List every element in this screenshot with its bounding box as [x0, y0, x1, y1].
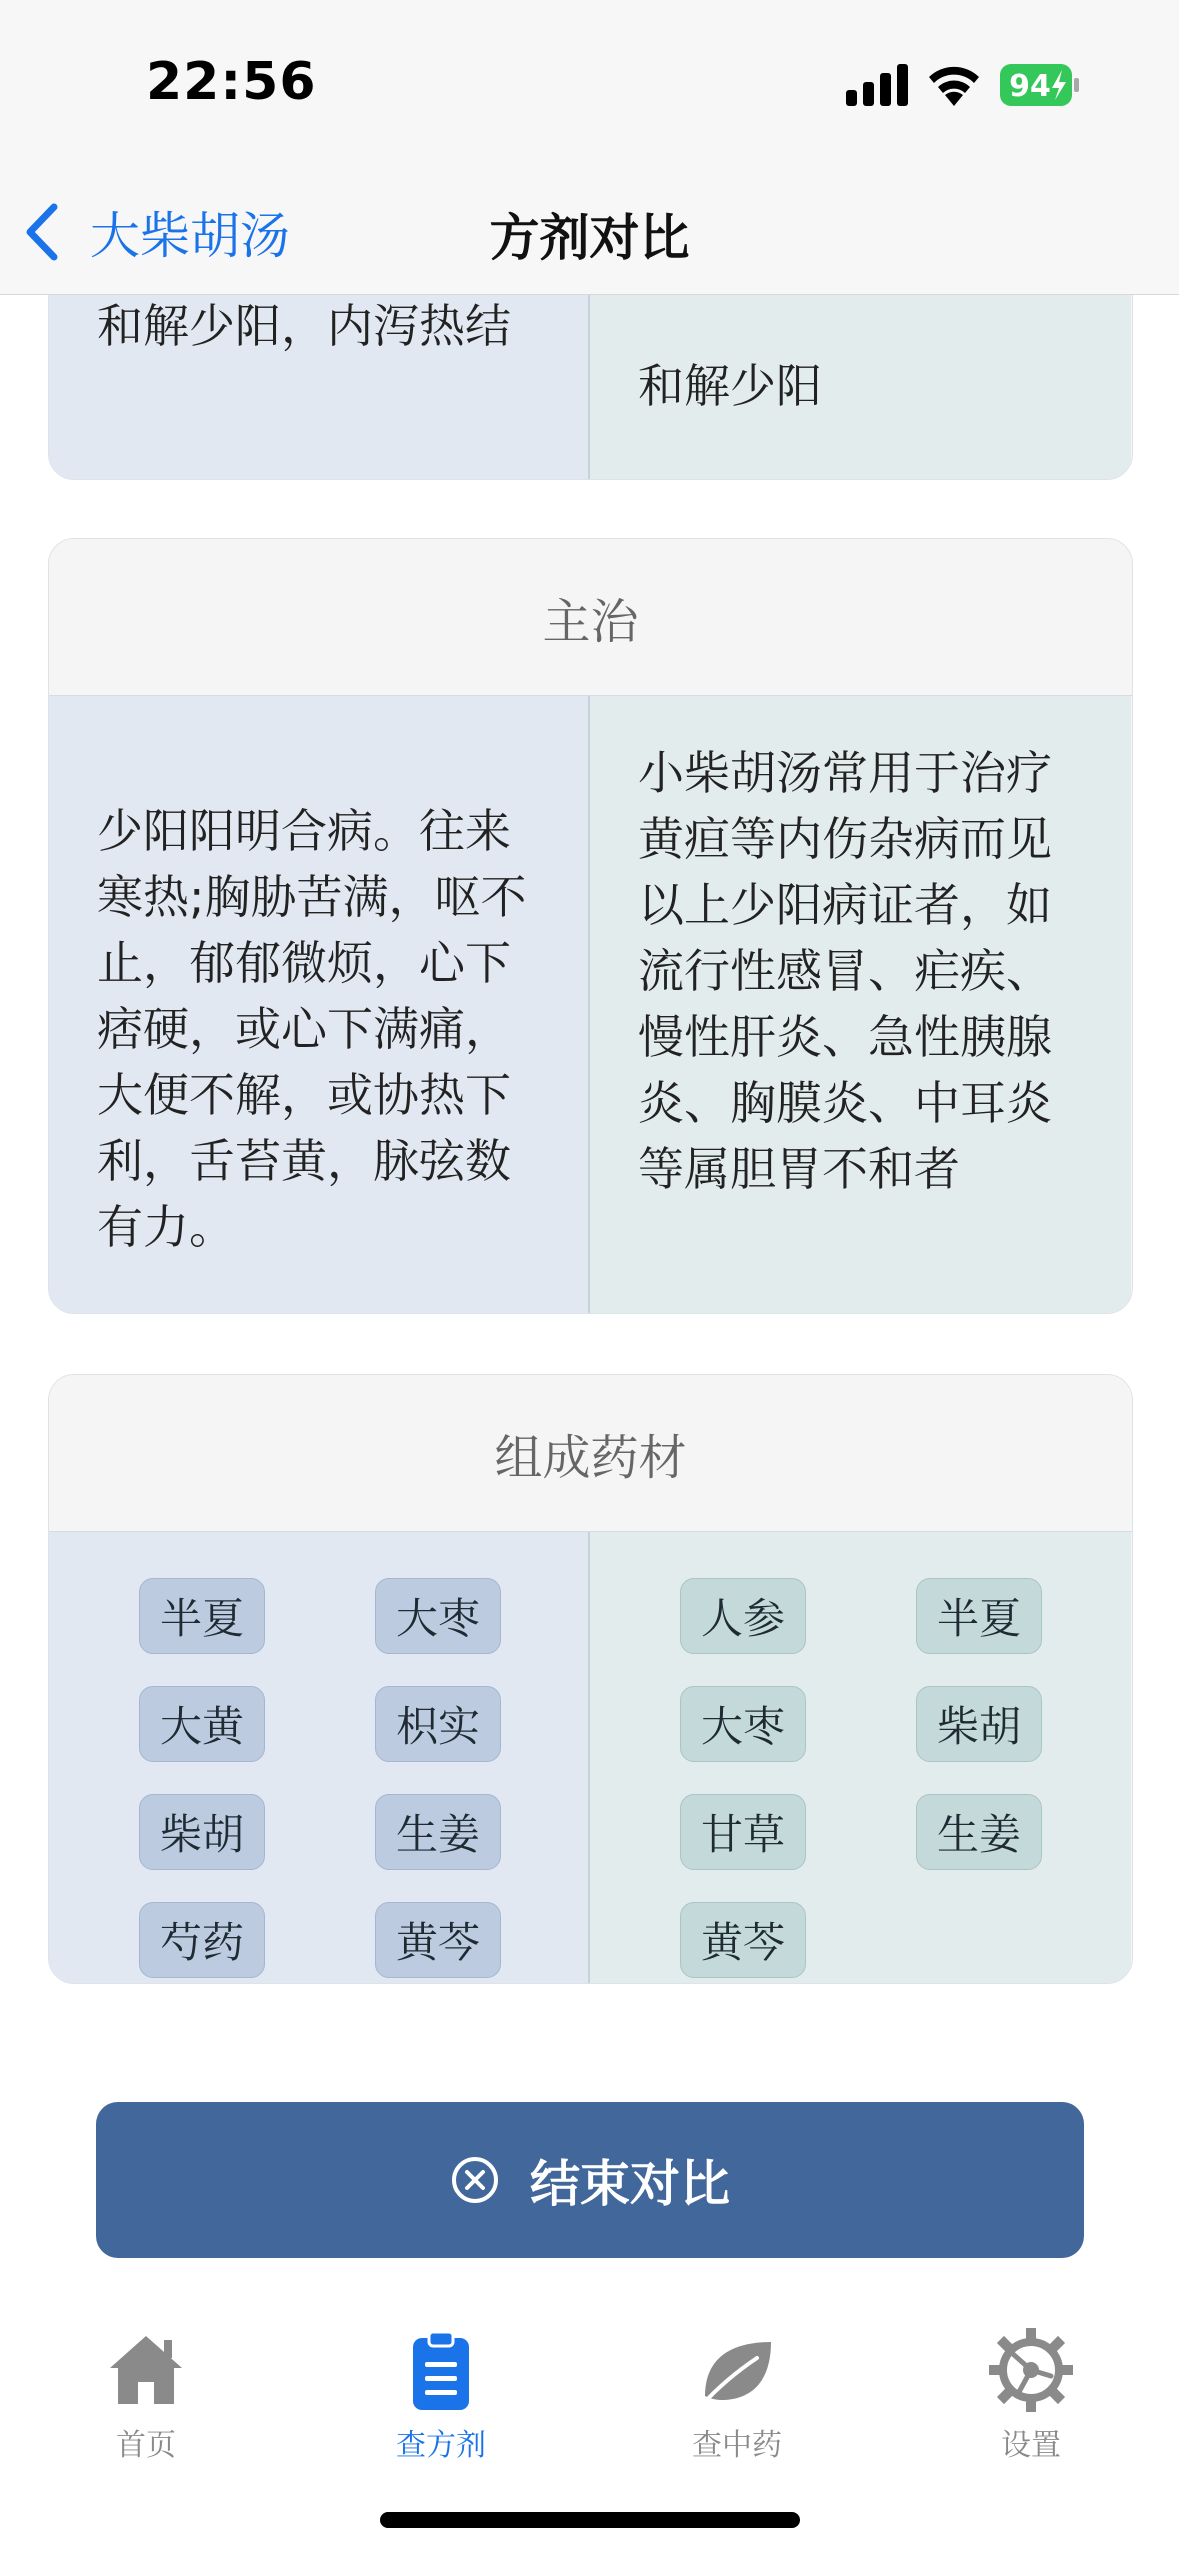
herbs-left-column: [49, 1532, 590, 1984]
leaf-icon: [695, 2328, 779, 2412]
navigation-bar: [0, 172, 1179, 295]
herbs-right-grid: [590, 1532, 1131, 1978]
page-title: 方剂对比: [489, 209, 690, 267]
tab-formula[interactable]: [341, 2328, 541, 2464]
herb-tag[interactable]: 柴胡: [139, 1794, 265, 1870]
home-indicator[interactable]: [380, 2512, 800, 2528]
herb-tag[interactable]: 黄芩: [680, 1902, 806, 1978]
tab-settings-label: 设置: [1001, 2428, 1061, 2463]
herbs-body: [49, 1532, 1132, 1984]
indication-card: [48, 538, 1133, 1314]
herb-tag[interactable]: 柴胡: [916, 1686, 1042, 1762]
herb-tag[interactable]: 甘草: [680, 1794, 806, 1870]
herbs-header: 组成药材: [49, 1375, 1132, 1532]
back-button-label: 大柴胡汤: [90, 207, 290, 265]
herbs-right-column: [590, 1532, 1131, 1984]
indication-right-text: 小柴胡汤常用于治疗黄疸等内伤杂病而见以上少阳病证者，如流行性感冒、疟疾、慢性肝炎、急性胰腺炎、胸膜炎、中耳炎等属胆胃不和者: [638, 746, 1052, 1196]
end-compare-label: 结束对比: [530, 2155, 730, 2213]
herb-tag[interactable]: 大黄: [139, 1686, 265, 1762]
circle-x-icon: [450, 2155, 500, 2205]
end-compare-button[interactable]: [96, 2102, 1084, 2258]
battery-level: 94: [1009, 69, 1051, 104]
indication-left-column: [49, 696, 590, 1314]
function-left-text: 和解少阳，内泻热结: [97, 299, 511, 353]
house-icon: [104, 2328, 188, 2412]
herbs-left-grid: [49, 1532, 588, 1978]
tab-home[interactable]: [46, 2328, 246, 2464]
indication-body: [49, 696, 1132, 1314]
herb-tag[interactable]: 生姜: [375, 1794, 501, 1870]
clipboard-icon: [399, 2328, 483, 2412]
indication-header: 主治: [49, 539, 1132, 696]
battery-icon: [1000, 64, 1080, 106]
herb-tag[interactable]: 半夏: [916, 1578, 1042, 1654]
cellular-signal-icon: [846, 64, 908, 106]
indication-right-column: [590, 696, 1131, 1314]
status-time: 22:56: [146, 52, 317, 112]
herb-tag[interactable]: 黄芩: [375, 1902, 501, 1978]
herb-tag[interactable]: 大枣: [375, 1578, 501, 1654]
status-bar: [0, 0, 1179, 172]
herb-tag[interactable]: 芍药: [139, 1902, 265, 1978]
herb-tag[interactable]: 人参: [680, 1578, 806, 1654]
wifi-icon: [926, 62, 982, 106]
herbs-card: [48, 1374, 1133, 1984]
herb-tag[interactable]: 半夏: [139, 1578, 265, 1654]
herb-tag[interactable]: 枳实: [375, 1686, 501, 1762]
tab-settings[interactable]: [931, 2328, 1131, 2464]
function-right-text: 和解少阳: [638, 359, 822, 413]
herb-tag[interactable]: 生姜: [916, 1794, 1042, 1870]
tab-herb-label: 查中药: [692, 2428, 782, 2463]
tab-home-label: 首页: [116, 2428, 176, 2463]
gear-icon: [989, 2328, 1073, 2412]
herb-tag[interactable]: 大枣: [680, 1686, 806, 1762]
tab-herb[interactable]: [637, 2328, 837, 2464]
indication-left-text: 少阳阳明合病。往来寒热;胸胁苦满，呕不止，郁郁微烦，心下痞硬，或心下满痛，大便不解，或协热下利，舌苔黄，脉弦数有力。: [97, 804, 527, 1254]
tab-formula-label: 查方剂: [396, 2428, 486, 2463]
